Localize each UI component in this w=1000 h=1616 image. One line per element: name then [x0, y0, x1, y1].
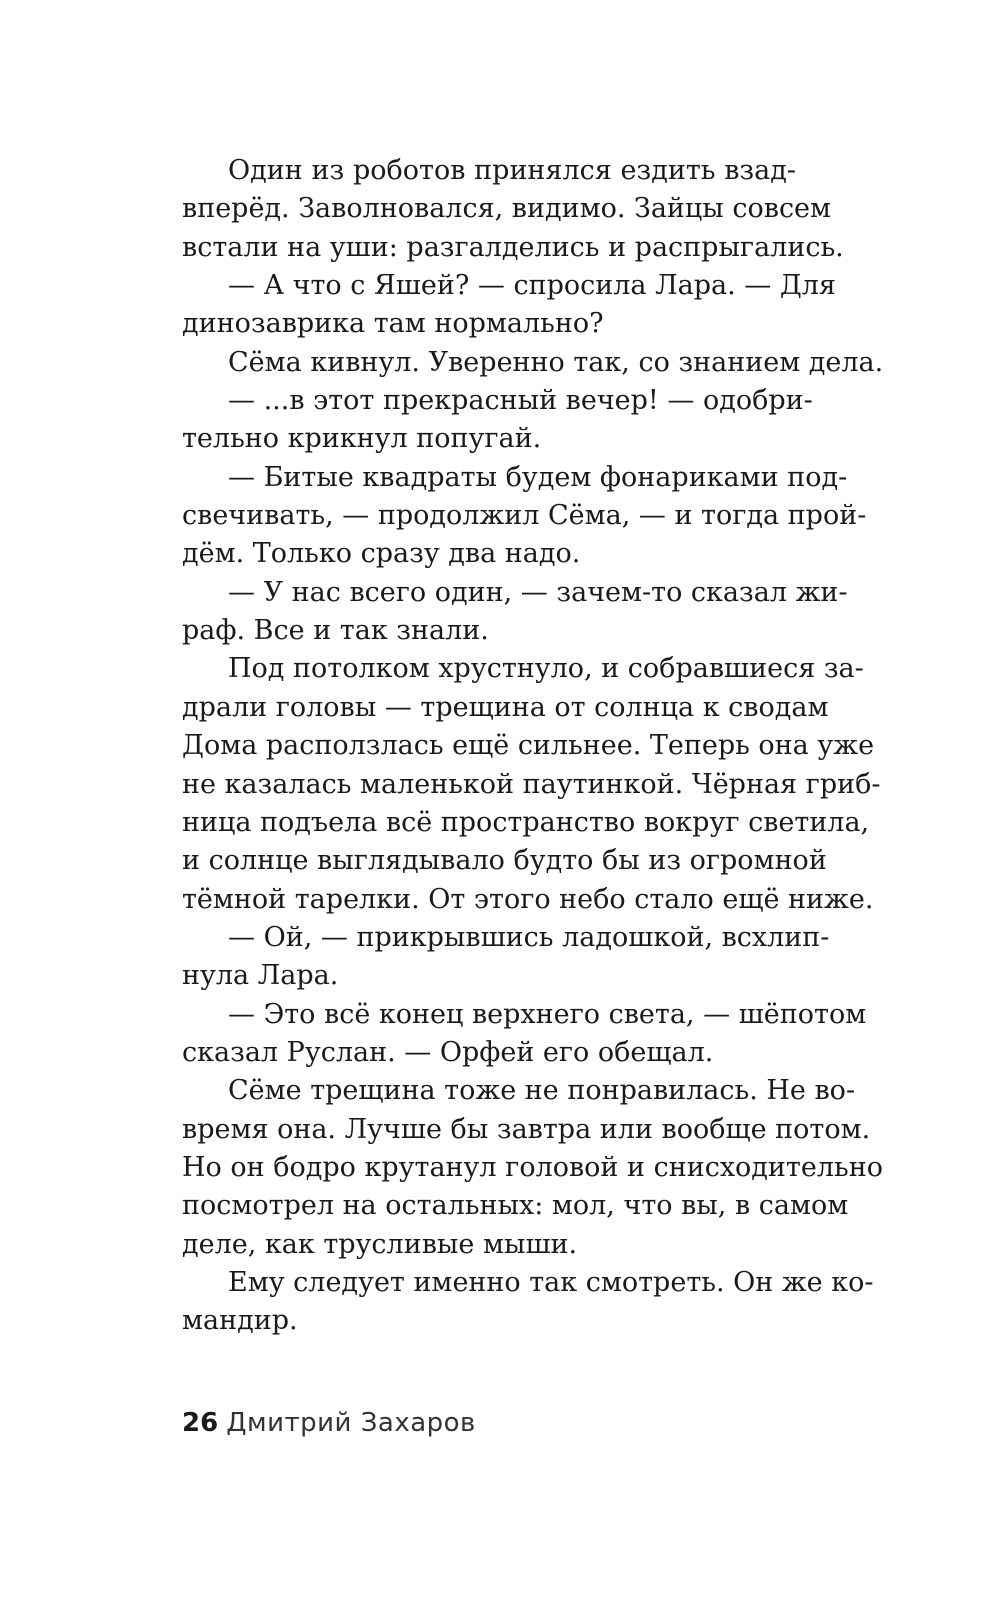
- text-line: — Битые квадраты будем фонариками под-: [228, 461, 848, 493]
- text-line: драли головы — трещина от солнца к сводам: [182, 691, 829, 723]
- text-line: Ему следует именно так смотреть. Он же ко-: [228, 1266, 874, 1298]
- text-line: раф. Все и так знали.: [182, 615, 489, 647]
- text-line: свечивать, — продолжил Сёма, — и тогда прой-: [182, 500, 867, 532]
- author-name: Дмитрий Захаров: [226, 1408, 476, 1438]
- page-footer: [182, 1406, 476, 1440]
- text-line: мандир.: [182, 1305, 298, 1337]
- text-line: сказал Руслан. — Орфей его обещал.: [182, 1036, 714, 1068]
- text-line: тельно крикнул попугай.: [182, 423, 542, 455]
- text-line: динозаврика там нормально?: [182, 308, 604, 340]
- text-line: Сёме трещина тоже не понравилась. Не во-: [228, 1075, 856, 1107]
- text-line: Но он бодро крутанул головой и снисходительно: [182, 1151, 883, 1183]
- text-line: Один из роботов принялся ездить взад-: [228, 155, 796, 186]
- text-line: посмотрел на остальных: мол, что вы, в самом: [182, 1190, 849, 1222]
- text-line: деле, как трусливые мыши.: [182, 1228, 578, 1260]
- text-line: нула Лара.: [182, 960, 339, 992]
- text-line: время она. Лучше бы завтра или вообще потом.: [182, 1113, 871, 1145]
- text-line: Под потолком хрустнуло, и собравшиеся за-: [228, 653, 864, 685]
- text-line: Сёма кивнул. Уверенно так, со знанием дела.: [228, 346, 884, 378]
- text-line: дём. Только сразу два надо.: [182, 538, 581, 570]
- text-line: — Это всё конец верхнего света, — шёпотом: [228, 998, 867, 1030]
- text-line: — ...в этот прекрасный вечер! — одобри-: [228, 385, 813, 417]
- text-line: — А что с Яшей? — спросила Лара. — Для: [228, 270, 836, 302]
- text-line: тёмной тарелки. От этого небо стало ещё ниже.: [182, 883, 874, 915]
- text-line: — Ой, — прикрывшись ладошкой, всхлип-: [228, 921, 830, 953]
- text-line: Дома расползлась ещё сильнее. Теперь она уже: [182, 730, 875, 762]
- text-line: и солнце выглядывало будто бы из огромной: [182, 845, 827, 877]
- text-line: — У нас всего один, — зачем-то сказал жи-: [228, 576, 848, 608]
- text-line: не казалась маленькой паутинкой. Чёрная гриб-: [182, 768, 881, 800]
- body-text: [182, 152, 884, 1341]
- text-line: ница подъела всё пространство вокруг светила,: [182, 806, 870, 838]
- text-line: вперёд. Заволновался, видимо. Зайцы совсем: [182, 193, 832, 225]
- text-line: встали на уши: разгалделись и распрыгались.: [182, 231, 844, 263]
- page-number: 26: [182, 1408, 219, 1438]
